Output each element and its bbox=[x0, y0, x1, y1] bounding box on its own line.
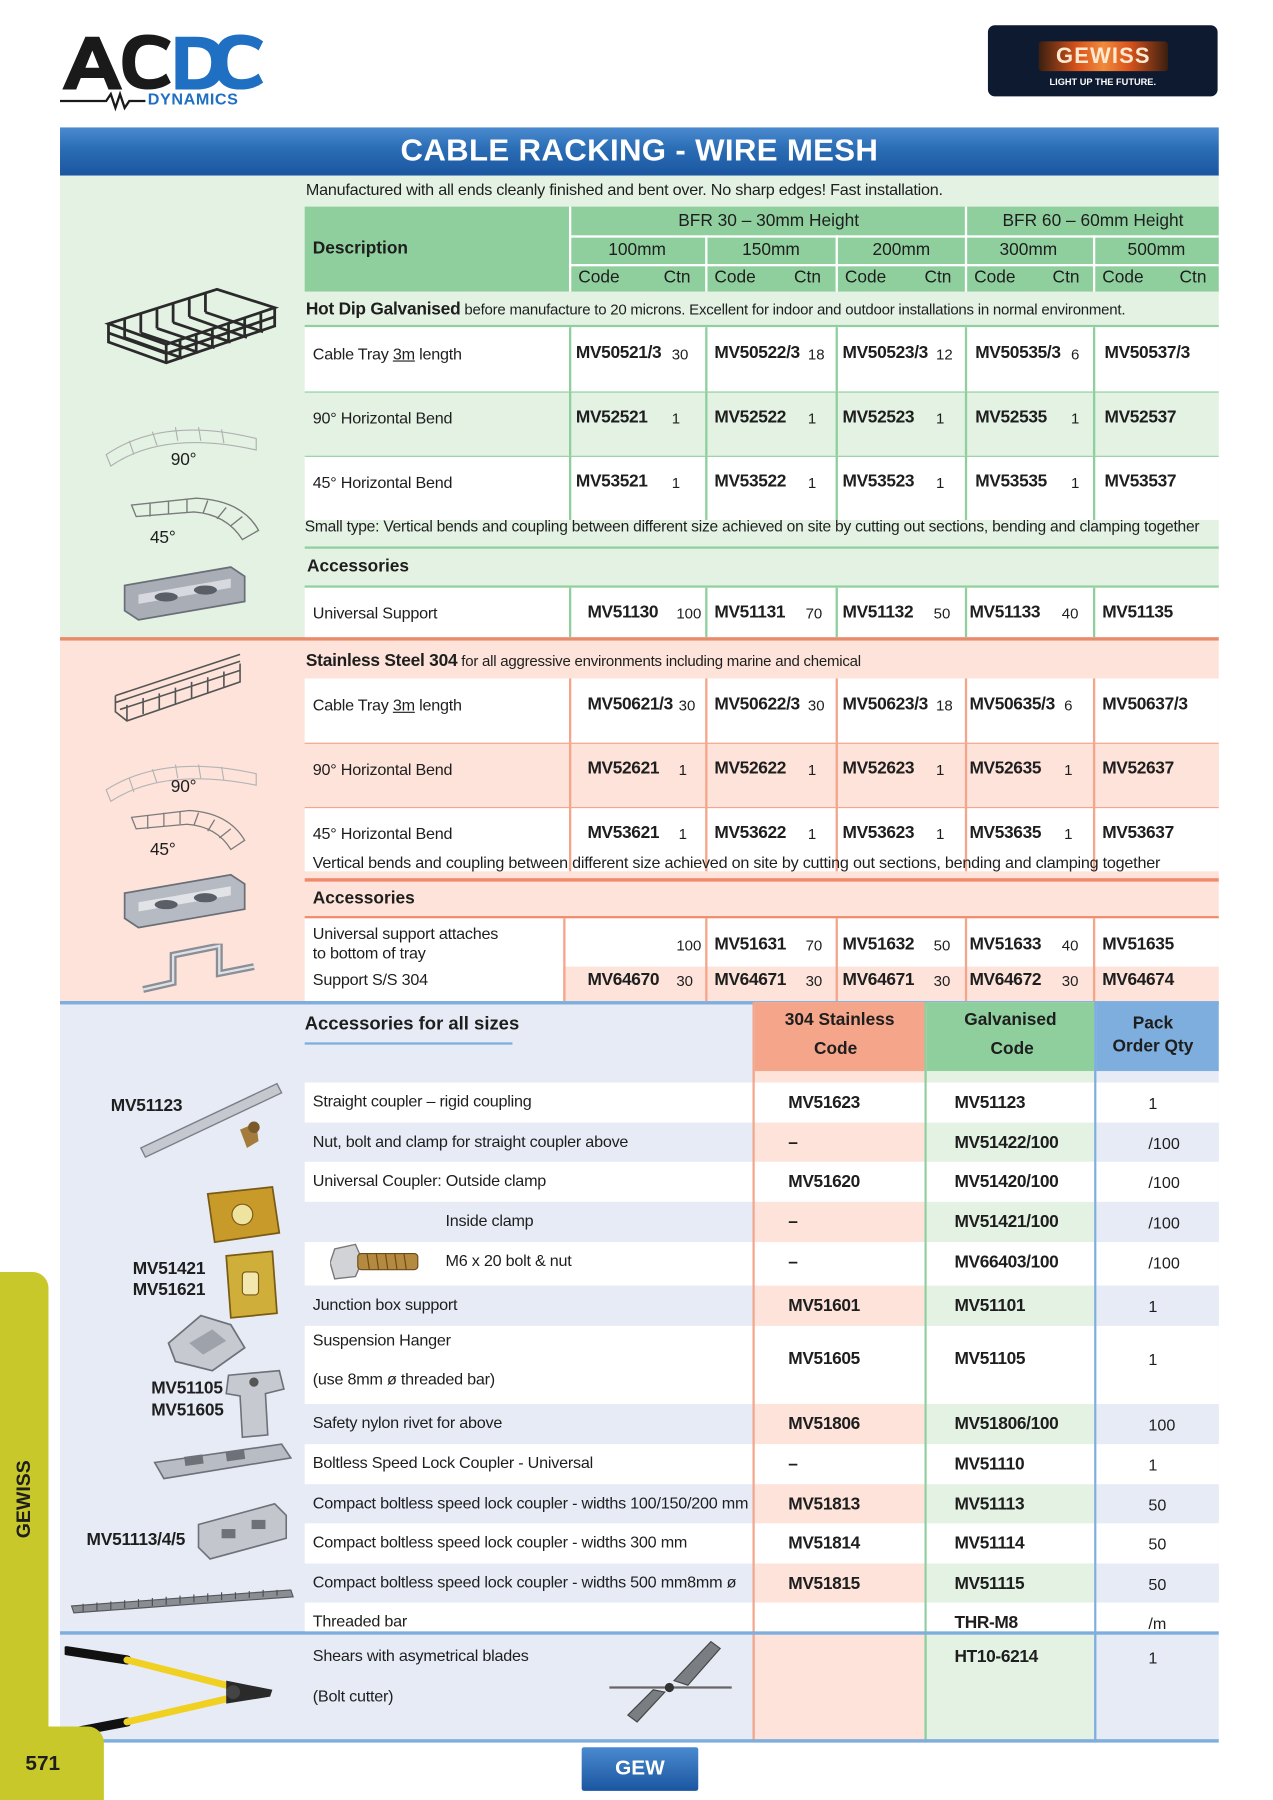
allsizes-qty: 50 bbox=[1148, 1534, 1167, 1554]
col-pack-title2: Order Qty bbox=[1112, 1036, 1194, 1057]
galv-acc-ctn: 50 bbox=[933, 604, 951, 623]
stainless-ctn: 6 bbox=[1064, 696, 1073, 715]
header-width: 300mm bbox=[999, 239, 1058, 260]
allsizes-ss-code: MV51813 bbox=[788, 1494, 860, 1515]
header-ctn: Ctn bbox=[1052, 267, 1080, 287]
stainless-code: MV53622 bbox=[714, 823, 787, 843]
ss-acc-divider bbox=[705, 918, 707, 1001]
stainless-code: MV52623 bbox=[842, 758, 915, 779]
stainless-row-rule bbox=[305, 807, 1219, 808]
header-divider bbox=[569, 264, 1219, 266]
galvanised-code: MV53523 bbox=[842, 471, 915, 492]
shears-icon bbox=[605, 1635, 739, 1729]
allsizes-row-label: Compact boltless speed lock coupler - widths 300 mm bbox=[312, 1532, 688, 1551]
allsizes-row-label2: (use 8mm ø threaded bar) bbox=[312, 1369, 495, 1388]
galvanised-col-divider bbox=[965, 456, 967, 520]
allsizes-gal-code: MV51806/100 bbox=[954, 1414, 1059, 1434]
stainless-ctn: 1 bbox=[807, 761, 817, 779]
page-number: 571 bbox=[25, 1751, 61, 1775]
stainless-code: MV53635 bbox=[969, 823, 1042, 843]
galvanised-col-divider bbox=[1093, 456, 1095, 520]
stainless-code: MV52621 bbox=[587, 758, 660, 779]
galv-acc-code: MV51131 bbox=[714, 602, 786, 623]
allsizes-row-label: Universal Coupler: Outside clamp bbox=[312, 1170, 547, 1190]
galvanised-ctn: 1 bbox=[935, 409, 945, 428]
stainless-ctn: 1 bbox=[807, 825, 817, 843]
header-ctn: Ctn bbox=[794, 267, 821, 287]
stainless-row-label bbox=[313, 760, 453, 778]
allsizes-row-label: Threaded bar bbox=[312, 1611, 408, 1631]
bend-45-label: 45° bbox=[150, 528, 176, 548]
galv-acc-divider bbox=[965, 588, 967, 637]
galvanised-ctn: 1 bbox=[807, 474, 817, 492]
galvanised-code: MV52537 bbox=[1104, 407, 1177, 428]
galvanised-row-rule bbox=[305, 456, 1219, 457]
ss-bend-90-label: 90° bbox=[170, 777, 197, 797]
stainless-code: MV50621/3 bbox=[587, 694, 673, 715]
ss-acc1-ctn: 70 bbox=[805, 936, 823, 954]
galvanised-row-label-post: length bbox=[414, 344, 462, 363]
col-gal-title2: Code bbox=[990, 1038, 1034, 1059]
allsizes-heading-underline bbox=[305, 1042, 513, 1044]
stainless-row-label-pre: Cable Tray bbox=[312, 695, 393, 715]
stainless-row-label bbox=[313, 696, 462, 714]
img-label-mv51605: MV51605 bbox=[151, 1400, 224, 1421]
allsizes-qty: /100 bbox=[1148, 1173, 1180, 1192]
bend-45-icon bbox=[127, 489, 265, 546]
col-gal-title1: Galvanised bbox=[964, 1010, 1057, 1030]
ss-acc-label-1: Universal support attaches bbox=[312, 924, 499, 943]
allsizes-qty: /m bbox=[1148, 1614, 1167, 1633]
bolt-nut-icon bbox=[330, 1240, 422, 1284]
galvanised-ctn: 18 bbox=[807, 345, 825, 363]
galv-acc-label: Universal Support bbox=[312, 603, 438, 623]
stainless-col-divider bbox=[705, 678, 707, 742]
galv-acc-ctn: 70 bbox=[805, 604, 823, 623]
stainless-code: MV50637/3 bbox=[1102, 694, 1188, 715]
straight-coupler-icon bbox=[136, 1077, 286, 1164]
galvanised-code: MV53537 bbox=[1104, 471, 1177, 492]
allsizes-ss-code: MV51814 bbox=[788, 1533, 860, 1554]
galvanised-heading bbox=[306, 300, 1125, 320]
img-label-mv51123: MV51123 bbox=[110, 1096, 183, 1116]
stainless-accessories-heading: Accessories bbox=[312, 888, 415, 909]
img-label-mv51113: MV51113/4/5 bbox=[86, 1530, 186, 1550]
galvanised-ctn: 1 bbox=[935, 474, 945, 492]
stainless-code: MV52637 bbox=[1102, 758, 1174, 779]
allsizes-row-label: Compact boltless speed lock coupler - widths 500 mm8mm ø bbox=[312, 1572, 737, 1592]
col-ss-title2: Code bbox=[813, 1038, 858, 1059]
galvanised-code: MV50537/3 bbox=[1104, 343, 1190, 363]
allsizes-ss-code: MV51601 bbox=[788, 1296, 860, 1316]
allsizes-qty: 100 bbox=[1148, 1415, 1176, 1434]
wire-mesh-tray-icon bbox=[102, 278, 284, 374]
allsizes-row-label: Inside clamp bbox=[445, 1211, 534, 1230]
galvanised-ctn: 1 bbox=[671, 409, 681, 428]
galvanised-row-label-u: 3m bbox=[392, 344, 415, 363]
allsizes-ss-code: MV51605 bbox=[788, 1348, 860, 1369]
galvanised-heading-bold: Hot Dip Galvanised bbox=[305, 299, 461, 320]
allsizes-row-label: Safety nylon rivet for above bbox=[312, 1413, 503, 1432]
page-title: CABLE RACKING - WIRE MESH bbox=[400, 133, 879, 168]
galvanised-ctn: 1 bbox=[671, 474, 681, 492]
galvanised-row-label-pre: 90° Horizontal Bend bbox=[312, 408, 453, 428]
allsizes-row-label: M6 x 20 bolt & nut bbox=[445, 1251, 572, 1270]
stainless-ctn: 1 bbox=[935, 825, 945, 843]
stainless-code: MV53623 bbox=[842, 823, 915, 843]
allsizes-heading: Accessories for all sizes bbox=[304, 1014, 520, 1035]
ss-acc2-code: MV64671 bbox=[714, 970, 787, 990]
stainless-heading-rest: for all aggressive environments including marine and chemical bbox=[457, 652, 861, 670]
galvanised-ctn: 1 bbox=[807, 409, 817, 428]
galv-acc-divider bbox=[836, 588, 838, 637]
universal-support-icon bbox=[120, 560, 249, 631]
divider-salmon bbox=[60, 637, 1219, 640]
header-width: 150mm bbox=[742, 239, 800, 260]
ss-acc1-ctn: 100 bbox=[676, 936, 702, 954]
support-ss304-icon bbox=[138, 944, 260, 997]
galvanised-row-label bbox=[313, 473, 453, 491]
allsizes-gal-code: MV51101 bbox=[954, 1296, 1026, 1316]
galvanised-row-label bbox=[313, 344, 462, 362]
ss-acc-label-2: to bottom of tray bbox=[312, 943, 426, 962]
ss-acc-label-3: Support S/S 304 bbox=[312, 970, 428, 989]
galvanised-col-divider bbox=[569, 327, 571, 391]
stainless-ctn: 1 bbox=[678, 761, 687, 779]
galvanised-ctn: 6 bbox=[1071, 345, 1080, 363]
ss-acc1-code: MV51633 bbox=[969, 934, 1042, 954]
allsizes-gal-code: MV51421/100 bbox=[954, 1212, 1059, 1232]
header-divider bbox=[569, 235, 1219, 237]
stainless-col-divider bbox=[1093, 678, 1095, 742]
bend-90-label: 90° bbox=[170, 449, 197, 470]
allsizes-qty: 1 bbox=[1148, 1648, 1158, 1667]
stainless-col-divider bbox=[965, 743, 967, 807]
galvanised-code: MV52521 bbox=[575, 407, 648, 428]
header-code: Code bbox=[844, 267, 887, 287]
galvanised-row-label bbox=[313, 409, 453, 427]
header-width: 500mm bbox=[1127, 239, 1186, 260]
stainless-row-label-pre: 45° Horizontal Bend bbox=[312, 824, 453, 843]
allsizes-qty: /100 bbox=[1148, 1253, 1180, 1272]
allsizes-ss-code: MV51620 bbox=[788, 1172, 860, 1192]
acdc-logo bbox=[60, 30, 268, 113]
allsizes-ss-code: – bbox=[788, 1133, 798, 1153]
header-code: Code bbox=[1102, 267, 1144, 287]
galvanised-ctn: 30 bbox=[671, 345, 689, 363]
galv-rule bbox=[305, 546, 1219, 548]
stainless-code: MV50623/3 bbox=[842, 694, 928, 715]
stainless-code: MV53621 bbox=[587, 823, 660, 843]
stainless-code: MV52622 bbox=[714, 758, 787, 779]
allsizes-qty: /100 bbox=[1148, 1213, 1180, 1232]
side-tab-label: GEWISS bbox=[12, 1460, 35, 1539]
stainless-row-label-u: 3m bbox=[392, 695, 415, 715]
galv-acc-divider bbox=[569, 588, 571, 637]
galvanised-ctn: 1 bbox=[1071, 409, 1080, 428]
allsizes-gal-code: MV51105 bbox=[954, 1348, 1026, 1369]
galvanised-row-label-pre: 45° Horizontal Bend bbox=[312, 472, 453, 492]
allsizes-row-label: Suspension Hanger bbox=[312, 1330, 451, 1349]
allsizes-row-band bbox=[755, 1444, 925, 1484]
galvanised-ctn: 1 bbox=[1071, 474, 1080, 492]
allsizes-row-label2: (Bolt cutter) bbox=[312, 1686, 394, 1705]
gew-badge-text: GEW bbox=[615, 1756, 665, 1780]
galvanised-code: MV52535 bbox=[975, 407, 1047, 428]
header-width: 200mm bbox=[872, 239, 931, 260]
galvanised-row-label-pre: Cable Tray bbox=[312, 344, 393, 363]
galvanised-code: MV50522/3 bbox=[714, 343, 800, 363]
galv-acc-ctn: 100 bbox=[676, 604, 702, 623]
header-divider bbox=[1093, 235, 1095, 291]
galvanised-col-divider bbox=[965, 327, 967, 391]
ss-acc1-ctn: 50 bbox=[933, 936, 951, 954]
galvanised-code: MV53522 bbox=[714, 471, 787, 492]
allsizes-row-label: Compact boltless speed lock coupler - widths 100/150/200 mm bbox=[312, 1493, 749, 1512]
ss-acc2-ctn: 30 bbox=[933, 972, 951, 990]
galv-acc-code: MV51133 bbox=[969, 602, 1041, 623]
galvanised-code: MV52523 bbox=[842, 407, 915, 428]
ss-rule bbox=[305, 878, 1219, 881]
header-divider bbox=[965, 207, 967, 292]
ss-acc1-code: MV51632 bbox=[842, 934, 915, 954]
stainless-ctn: 1 bbox=[1064, 761, 1073, 779]
stainless-col-divider bbox=[705, 743, 707, 807]
galvanised-ctn: 12 bbox=[935, 345, 953, 363]
suspension-hanger-icon bbox=[222, 1366, 291, 1442]
galvanised-code: MV50535/3 bbox=[975, 343, 1061, 363]
ss-acc2-code: MV64671 bbox=[842, 970, 915, 990]
allsizes-row-label: Straight coupler – rigid coupling bbox=[312, 1091, 532, 1111]
header-code: Code bbox=[714, 267, 756, 287]
galvanised-note: Small type: Vertical bends and coupling between different size achieved on site by cutting out sections, bending and clamping together bbox=[304, 517, 1200, 535]
galv-acc-divider bbox=[1093, 588, 1095, 637]
logo-sub: DYNAMICS bbox=[147, 89, 239, 108]
allsizes-row-label: Shears with asymetrical blades bbox=[312, 1646, 529, 1665]
stainless-col-divider bbox=[569, 743, 571, 807]
galvanised-heading-rest: before manufacture to 20 microns. Excellent for indoor and outdoor installations in normal environment. bbox=[460, 300, 1126, 318]
galvanised-col-divider bbox=[1093, 391, 1095, 455]
header-code: Code bbox=[578, 267, 620, 287]
allsizes-ss-code: MV51623 bbox=[788, 1092, 860, 1113]
ss-bend-45-label: 45° bbox=[150, 840, 176, 860]
allsizes-qty: 1 bbox=[1148, 1455, 1158, 1474]
stainless-col-divider bbox=[836, 678, 838, 742]
allsizes-row-band bbox=[755, 1123, 925, 1162]
galvanised-code: MV53521 bbox=[575, 471, 648, 492]
galvanised-col-divider bbox=[705, 327, 707, 391]
allsizes-row-band bbox=[755, 1202, 925, 1242]
header-ctn: Ctn bbox=[1179, 267, 1207, 287]
allsizes-gal-code: MV51110 bbox=[954, 1454, 1025, 1474]
header-ctn: Ctn bbox=[924, 267, 952, 287]
galvanised-accessories-heading: Accessories bbox=[306, 556, 410, 577]
stainless-col-divider bbox=[569, 678, 571, 742]
allsizes-gal-code: HT10-6214 bbox=[954, 1647, 1038, 1667]
allsizes-qty: 50 bbox=[1148, 1495, 1167, 1515]
stainless-row-rule bbox=[305, 743, 1219, 744]
ss-acc-divider bbox=[836, 918, 838, 1001]
ss-acc-divider bbox=[1093, 918, 1095, 1001]
galvanised-col-divider bbox=[705, 456, 707, 520]
gewiss-tagline: LIGHT UP THE FUTURE. bbox=[1049, 76, 1157, 88]
header-divider bbox=[705, 235, 707, 291]
intro-text: Manufactured with all ends cleanly finished and bent over. No sharp edges! Fast installation. bbox=[305, 180, 943, 199]
galvanised-col-divider bbox=[836, 327, 838, 391]
galvanised-code: MV52522 bbox=[714, 407, 787, 428]
stainless-ctn: 1 bbox=[935, 761, 945, 779]
allsizes-qty: 1 bbox=[1148, 1297, 1158, 1316]
galvanised-code: MV50523/3 bbox=[842, 343, 928, 363]
ss-acc-divider bbox=[965, 918, 967, 1001]
img-label-mv51421: MV51421 bbox=[132, 1259, 206, 1279]
ss-acc2-code: MV64670 bbox=[587, 970, 660, 990]
allsizes-gal-code: MV51115 bbox=[954, 1573, 1025, 1594]
galvanised-col-divider bbox=[705, 391, 707, 455]
allsizes-gal-code: MV51123 bbox=[954, 1092, 1026, 1113]
header-code: Code bbox=[974, 267, 1016, 287]
ss-acc2-ctn: 30 bbox=[676, 972, 694, 990]
galvanised-col-divider bbox=[1093, 327, 1095, 391]
allsizes-row-label: Boltless Speed Lock Coupler - Universal bbox=[312, 1453, 593, 1472]
compact-coupler-icon bbox=[194, 1499, 291, 1566]
allsizes-row-band bbox=[755, 1242, 925, 1286]
speed-lock-coupler-icon bbox=[150, 1437, 295, 1488]
galvanised-col-divider bbox=[965, 391, 967, 455]
stainless-tray-icon bbox=[111, 650, 245, 742]
allsizes-gal-code: THR-M8 bbox=[954, 1612, 1018, 1633]
allsizes-gal-code: MV66403/100 bbox=[954, 1252, 1059, 1272]
ss-acc2-ctn: 30 bbox=[1061, 972, 1079, 990]
galvanised-code: MV50521/3 bbox=[575, 343, 662, 363]
allsizes-row-label: Junction box support bbox=[312, 1294, 458, 1314]
allsizes-qty: 1 bbox=[1148, 1349, 1158, 1369]
stainless-ctn: 1 bbox=[678, 825, 687, 843]
stainless-ctn: 18 bbox=[935, 696, 953, 715]
img-label-mv51621: MV51621 bbox=[132, 1279, 206, 1300]
allsizes-qty: /100 bbox=[1148, 1134, 1180, 1153]
stainless-heading-bold: Stainless Steel 304 bbox=[305, 650, 458, 671]
allsizes-ss-code: – bbox=[788, 1454, 798, 1474]
galvanised-col-divider bbox=[836, 391, 838, 455]
threaded-bar-icon bbox=[69, 1585, 295, 1615]
allsizes-ss-code: MV51815 bbox=[788, 1573, 860, 1594]
stainless-code: MV52635 bbox=[969, 758, 1042, 779]
stainless-col-divider bbox=[965, 678, 967, 742]
galvanised-row-rule bbox=[305, 391, 1219, 392]
allsizes-row-band bbox=[755, 1603, 925, 1632]
header-bfr60: BFR 60 – 60mm Height bbox=[1002, 211, 1184, 231]
header-description: Description bbox=[312, 238, 409, 259]
allsizes-ss-code: – bbox=[788, 1252, 798, 1272]
galv-acc-code: MV51130 bbox=[587, 602, 659, 623]
stainless-code: MV50622/3 bbox=[714, 694, 800, 715]
galvanised-col-divider bbox=[836, 456, 838, 520]
header-width: 100mm bbox=[608, 239, 666, 260]
ss-acc1-code: MV51631 bbox=[714, 934, 787, 954]
stainless-code: MV50635/3 bbox=[969, 694, 1055, 715]
galvanised-col-divider bbox=[569, 391, 571, 455]
header-ctn: Ctn bbox=[663, 267, 691, 287]
allsizes-gal-code: MV51114 bbox=[954, 1533, 1025, 1554]
ss-acc1-ctn: 40 bbox=[1061, 936, 1079, 954]
stainless-code: MV53637 bbox=[1102, 823, 1174, 843]
ss-acc-divider bbox=[563, 918, 565, 1001]
header-divider bbox=[836, 235, 838, 291]
stainless-ctn: 1 bbox=[1064, 825, 1073, 843]
galv-acc-code: MV51132 bbox=[842, 602, 914, 623]
gewiss-name: GEWISS bbox=[1056, 44, 1151, 69]
col-pack-title1: Pack bbox=[1132, 1013, 1174, 1034]
header-bfr30: BFR 30 – 30mm Height bbox=[678, 211, 860, 231]
header-divider bbox=[569, 207, 571, 292]
galv-acc-divider bbox=[705, 588, 707, 637]
galvanised-code: MV53535 bbox=[975, 471, 1047, 492]
outside-clamp-icon bbox=[203, 1182, 284, 1246]
allsizes-qty: 50 bbox=[1148, 1574, 1167, 1594]
allsizes-ss-code: – bbox=[788, 1212, 798, 1232]
ss-acc2-code: MV64674 bbox=[1102, 970, 1174, 990]
allsizes-gal-code: MV51422/100 bbox=[954, 1133, 1059, 1153]
galv-acc-code: MV51135 bbox=[1102, 602, 1173, 623]
allsizes-row-label: Nut, bolt and clamp for straight coupler above bbox=[312, 1131, 629, 1151]
col-ss-title1: 304 Stainless bbox=[784, 1010, 895, 1030]
stainless-row-label-pre: 90° Horizontal Bend bbox=[312, 759, 453, 779]
stainless-ctn: 30 bbox=[807, 696, 825, 715]
ss-acc2-ctn: 30 bbox=[805, 972, 823, 990]
ss-bend-45-icon bbox=[127, 804, 249, 857]
allsizes-gal-code: MV51113 bbox=[954, 1494, 1025, 1515]
ss-acc1-code: MV51635 bbox=[1102, 934, 1174, 954]
ss-acc2-code: MV64672 bbox=[969, 970, 1042, 990]
stainless-note: Vertical bends and coupling between different size achieved on site by cutting out sections, bending and clamping together bbox=[312, 852, 1161, 872]
stainless-heading bbox=[306, 651, 861, 671]
galvanised-col-divider bbox=[569, 456, 571, 520]
allsizes-qty: 1 bbox=[1148, 1094, 1158, 1113]
gewiss-badge bbox=[988, 25, 1218, 96]
galv-acc-ctn: 40 bbox=[1061, 604, 1079, 623]
allsizes-ss-code: MV51806 bbox=[788, 1414, 860, 1434]
stainless-col-divider bbox=[836, 743, 838, 807]
stainless-col-divider bbox=[1093, 743, 1095, 807]
stainless-row-label-post: length bbox=[414, 695, 462, 715]
ss-universal-support-icon bbox=[120, 868, 249, 939]
stainless-ctn: 30 bbox=[678, 696, 696, 715]
allsizes-gal-code: MV51420/100 bbox=[954, 1172, 1059, 1192]
img-label-mv51105: MV51105 bbox=[151, 1378, 223, 1399]
stainless-row-label bbox=[313, 824, 453, 842]
